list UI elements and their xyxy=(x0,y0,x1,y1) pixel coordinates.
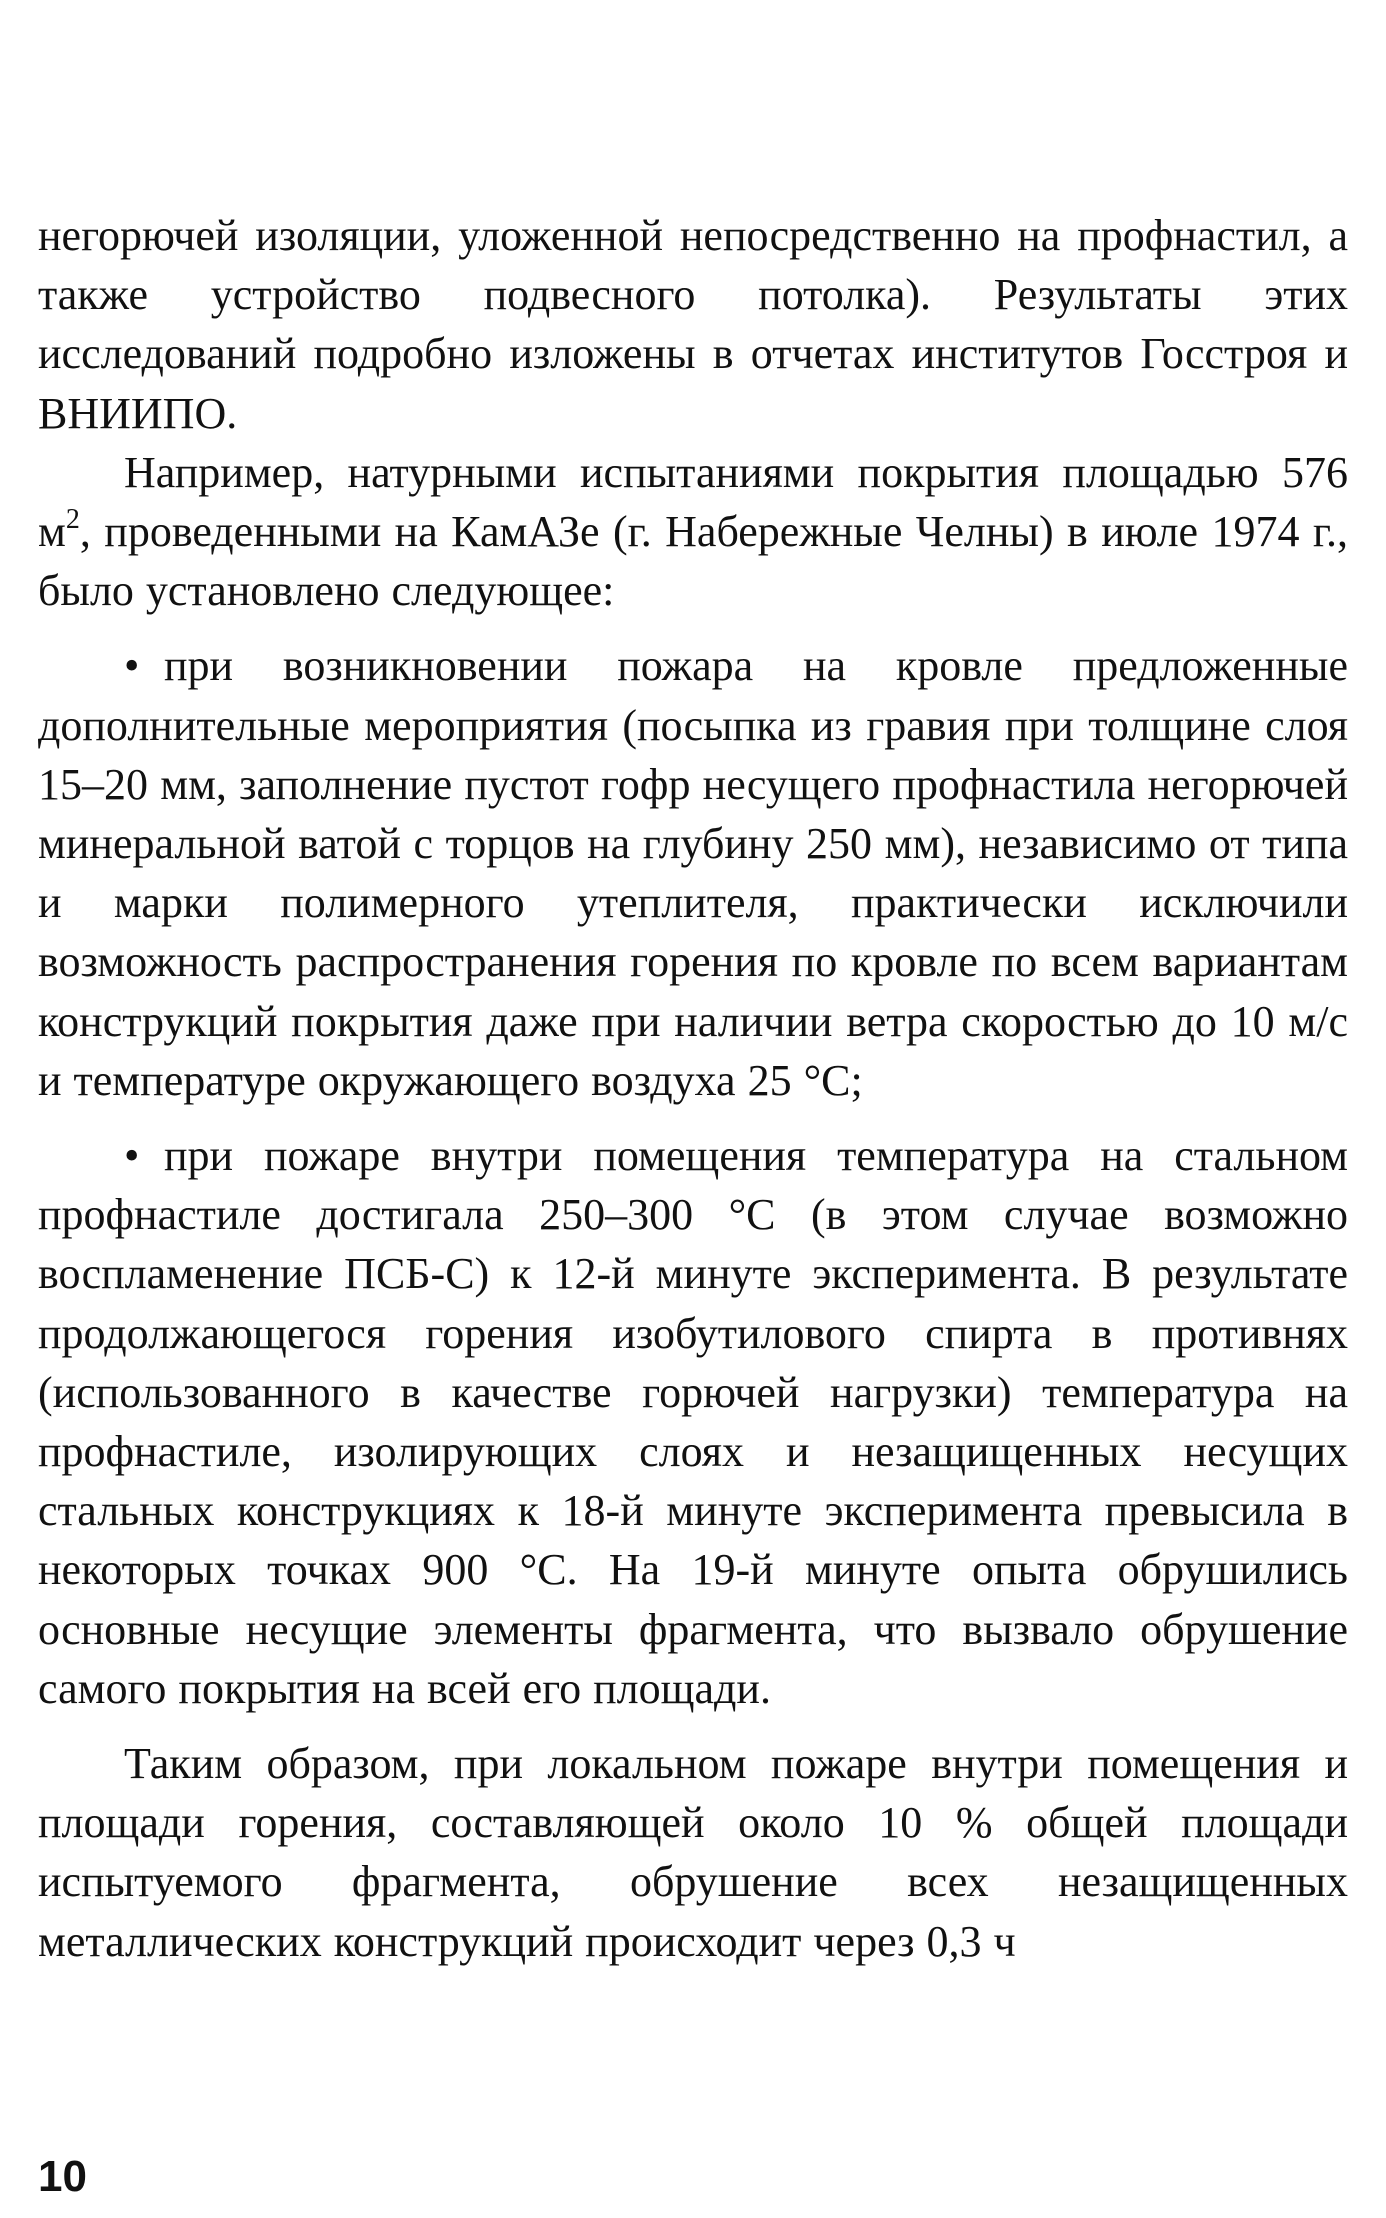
paragraph-text-part: Например, натурными испытаниями покрытия площадью 576 м xyxy=(38,447,1348,557)
bullet-text: при пожаре внутри помещения температура на стальном профнастиле достигала 250–300 °С (в этом случае возможно воспламенение ПСБ-С) к 12-й минуте эксперимента. В результате продолжающегося горения изобутилового спирта в противнях (использованного в качестве горючей нагрузки) температура на профнастиле, изолирующих слоях и незащищенных несущих стальных конструкциях к 18-й минуте эксперимента превысила в некоторых точках 900 °С. На 19-й минуте опыта обрушились основные несущие элементы фрагмента, что вызвало обрушение самого покрытия на всей его площади. xyxy=(38,1131,1348,1713)
paragraph-continuation: негорючей изоляции, уложенной непосредственно на профнастил, а также устройство подвесного потолка). Результаты этих исследований подробно изложены в отчетах институтов Госстроя и ВНИИПО. xyxy=(38,211,1348,438)
paragraph-conclusion: Таким образом, при локальном пожаре внутри помещения и площади горения, составляющей около 10 % общей площади испытуемого фрагмента, обрушение всех незащищенных металлических конструкций происходит через 0,3 ч xyxy=(38,1739,1348,1966)
bullet-item-roof-fire xyxy=(38,636,1348,1110)
paragraph-test-results-intro xyxy=(38,443,1348,621)
bullet-text: при возникновении пожара на кровле предложенные дополнительные мероприятия (посыпка из гравия при толщине слоя 15–20 мм, заполнение пустот гофр несущего профнастила негорючей минеральной ватой с торцов на глубину 250 мм), независимо от типа и марки полимерного утеплителя, практически исключили возможность распространения горения по кровле по всем вариантам конструкций покрытия даже при наличии ветра скоростью до 10 м/с и температуре окружающего воздуха 25 °С; xyxy=(38,641,1348,1105)
bullet-icon: • xyxy=(124,641,140,691)
bullet-icon: • xyxy=(124,1131,140,1181)
superscript: 2 xyxy=(65,504,80,536)
bullet-item-indoor-fire xyxy=(38,1126,1348,1718)
paragraph-text-part: , проведенными на КамАЗе (г. Набережные Челны) в июле 1974 г., было установлено следующее: xyxy=(38,507,1348,616)
page-number: 10 xyxy=(38,2152,87,2201)
page-body xyxy=(38,206,1348,1971)
